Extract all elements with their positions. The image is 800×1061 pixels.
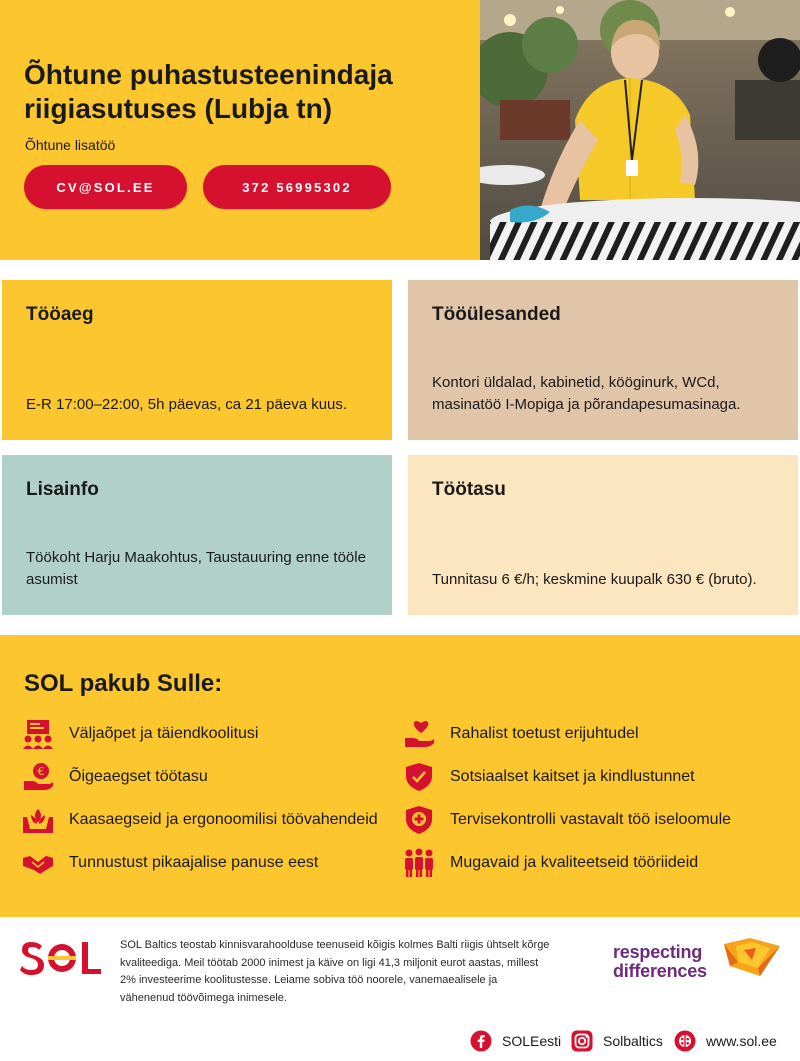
social-label: SOLEesti	[502, 1033, 562, 1049]
card-text: E-R 17:00–22:00, 5h päevas, ca 21 päeva kuus.	[26, 396, 348, 413]
company-description: SOL Baltics teostab kinnisvarahoolduse teenuseid kõigis kolmes Balti riigis ühtselt kõrge kvaliteediga. Meil töötab 2000 inimest ja käive on ligi 41,3 miljonit eurot aastas, millest 2% investeerime koolitustesse. Leiame sobiva töö noorele, vanemaealisele ja vähenenud töövõimega inimesele.	[120, 939, 550, 1004]
card-job-duties	[408, 280, 798, 440]
website-link[interactable]	[674, 1029, 777, 1053]
benefit-label: Mugavaid ja kvaliteetseid tööriideid	[450, 854, 699, 871]
benefit-item	[403, 846, 698, 880]
cleaner-photo	[480, 0, 800, 260]
ladybug-icon	[674, 1030, 696, 1052]
card-title: Lisainfo	[26, 479, 99, 500]
slogan-line: differences	[613, 961, 707, 981]
job-subtitle: Õhtune lisatöö	[25, 137, 116, 153]
facebook-link[interactable]	[470, 1029, 561, 1053]
benefit-item	[403, 717, 639, 751]
benefit-label: Rahalist toetust erijuhtudel	[450, 725, 639, 742]
card-text: Tunnitasu 6 €/h; keskmine kuupalk 630 € (bruto).	[432, 571, 757, 588]
shield-plus-icon	[403, 804, 435, 836]
benefit-label: Tunnustust pikaajalise panuse eest	[69, 854, 319, 871]
card-salary	[408, 455, 798, 615]
card-title: Tööaeg	[26, 304, 94, 325]
plant-hand-icon	[22, 804, 54, 836]
benefit-label: Õigeaegset töötasu	[69, 768, 208, 785]
sol-logo	[20, 940, 102, 976]
svg-text:€: €	[37, 765, 45, 778]
social-label: Solbaltics	[603, 1033, 663, 1049]
phone-button[interactable]: 372 56995302	[203, 165, 391, 209]
card-additional-info	[2, 455, 392, 615]
instagram-icon	[571, 1030, 593, 1052]
sol-logo-mark	[20, 940, 102, 976]
benefit-label: Kaasaegseid ja ergonoomilisi töövahendeid	[69, 811, 378, 828]
handshake-icon	[22, 847, 54, 879]
shield-check-icon	[403, 761, 435, 793]
benefit-item	[22, 760, 208, 794]
facebook-icon	[470, 1030, 492, 1052]
cleaner-photo-illustration	[480, 0, 800, 260]
card-text: Töökoht Harju Maakohtus, Taustauuring enne tööle asumist	[26, 549, 366, 588]
benefit-item	[403, 760, 695, 794]
benefits-title: SOL pakub Sulle:	[24, 670, 223, 697]
card-working-hours	[2, 280, 392, 440]
benefit-label: Väljaõpet ja täiendkoolitusi	[69, 725, 259, 742]
benefits-section	[0, 635, 800, 917]
instagram-link[interactable]	[571, 1029, 663, 1053]
benefit-label: Sotsiaalset kaitset ja kindlustunnet	[450, 768, 695, 785]
card-title: Tööülesanded	[432, 304, 561, 325]
benefit-label: Tervisekontrolli vastavalt töö iseloomule	[450, 811, 732, 828]
card-text: Kontori üldalad, kabinetid, kööginurk, WCd, masinatöö I-Mopiga ja põrandapesumasinaga.	[432, 374, 741, 413]
benefit-item	[22, 846, 318, 880]
slogan-line: respecting	[613, 942, 703, 962]
training-icon	[22, 718, 54, 750]
social-label: www.sol.ee	[706, 1033, 777, 1049]
hero-section	[0, 0, 800, 260]
euro-hand-icon	[22, 761, 54, 793]
benefit-item	[403, 803, 731, 837]
people-icon	[403, 847, 435, 879]
respecting-differences-slogan	[613, 943, 707, 981]
card-title: Töötasu	[432, 479, 506, 500]
benefit-item	[22, 717, 258, 751]
email-button[interactable]: CV@SOL.EE	[24, 165, 187, 209]
heart-hand-icon	[403, 718, 435, 750]
job-title: Õhtune puhastusteenindaja riigiasutuses (Lubja tn)	[24, 59, 393, 124]
respecting-differences-logo-icon	[722, 936, 782, 978]
benefit-item	[22, 803, 378, 837]
